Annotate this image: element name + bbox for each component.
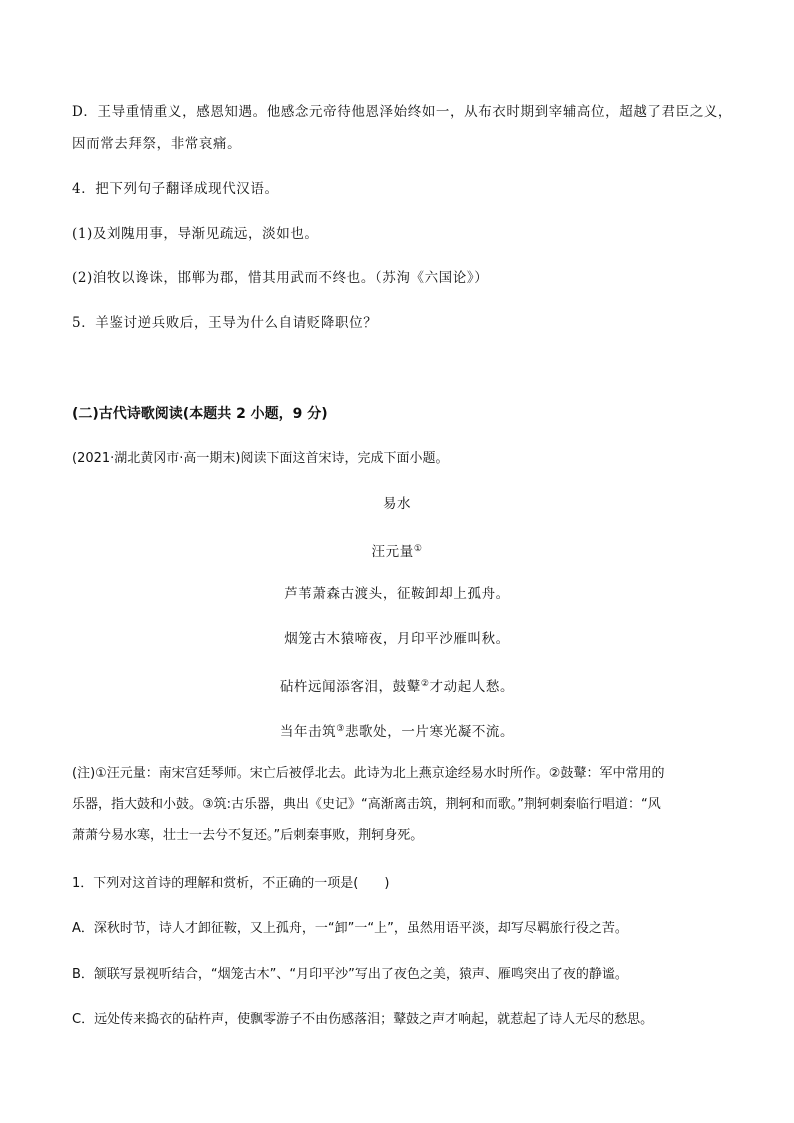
poem-line-1: 芦苇萧森古渡头，征鞍卸却上孤舟。 [284, 586, 510, 602]
question-1-option-a: A．深秋时节，诗人才卸征鞍，又上孤舟，一“卸”一“上”，虽然用语平淡，却写尽羁旅行役之苦。 [72, 921, 628, 936]
section-heading: (二)古代诗歌阅读(本题共 2 小题，9 分) [72, 406, 328, 422]
notes-line-3: 萧萧兮易水寒，壮士一去兮不复还。”后刺秦事败，荆轲身死。 [72, 828, 424, 843]
question-5: 5．羊鉴讨逆兵败后，王导为什么自请贬降职位？ [72, 315, 378, 331]
poem-line-2: 烟笼古木猿啼夜，月印平沙雁叫秋。 [284, 631, 510, 647]
poem-line-4-part-a: 当年击筑 [279, 724, 337, 740]
question-1-option-c: C．远处传来捣衣的砧杵声，使飘零游子不由伤感落泪；鼙鼓之声才响起，就惹起了诗人无尽的愁思。 [72, 1012, 654, 1027]
note-marker: ③ [336, 724, 345, 734]
question-4: 4．把下列句子翻译成现代汉语。 [72, 181, 279, 197]
notes-line-1: (注)①汪元量：南宋宫廷琴师。宋亡后被俘北去。此诗为北上燕京途经易水时所作。②鼓鼙：军中常用的 [72, 766, 665, 781]
poem-line-3 [72, 674, 722, 697]
question-4-item-2: (2)洎牧以谗诛，邯郸为郡，惜其用武而不终也。（苏洵《六国论》） [72, 270, 489, 286]
notes-line-2: 乐器，指大鼓和小鼓。③筑:古乐器，典出《史记》“高渐离击筑，荆轲和而歌。”荆轲刺秦临行唱道：“风 [72, 797, 661, 812]
poem-title: 易水 [382, 496, 412, 512]
option-d-line1: D．王导重情重义，感恩知遇。他感念元帝待他恩泽始终如一，从布衣时期到宰辅高位，超越了君臣之义， [72, 104, 733, 120]
poem-line-4 [72, 719, 722, 742]
note-marker: ② [420, 679, 430, 689]
question-1-option-b: B．颔联写景视听结合，“烟笼古木”、“月印平沙”写出了夜色之美，猿声、雁鸣突出了夜的静谧。 [72, 967, 628, 982]
poem-author [72, 539, 722, 562]
note-marker: ① [413, 544, 423, 554]
poem-line-4-part-b: 悲歌处，一片寒光凝不流。 [344, 724, 515, 740]
question-1-stem: 1．下列对这首诗的理解和赏析，不正确的一项是( ) [72, 876, 390, 891]
author-name: 汪元量 [371, 544, 414, 560]
option-d-line2: 因而常去拜祭，非常哀痛。 [72, 136, 242, 152]
poem-line-3-part-a: 砧杵远闻添客泪，鼓鼙 [279, 679, 421, 695]
question-4-item-1: (1)及刘隗用事，导渐见疏远，淡如也。 [72, 226, 319, 242]
poem-line-3-part-b: 才动起人愁。 [429, 679, 515, 695]
section-source: (2021·湖北黄冈市·高一期末)阅读下面这首宋诗，完成下面小题。 [72, 451, 449, 466]
